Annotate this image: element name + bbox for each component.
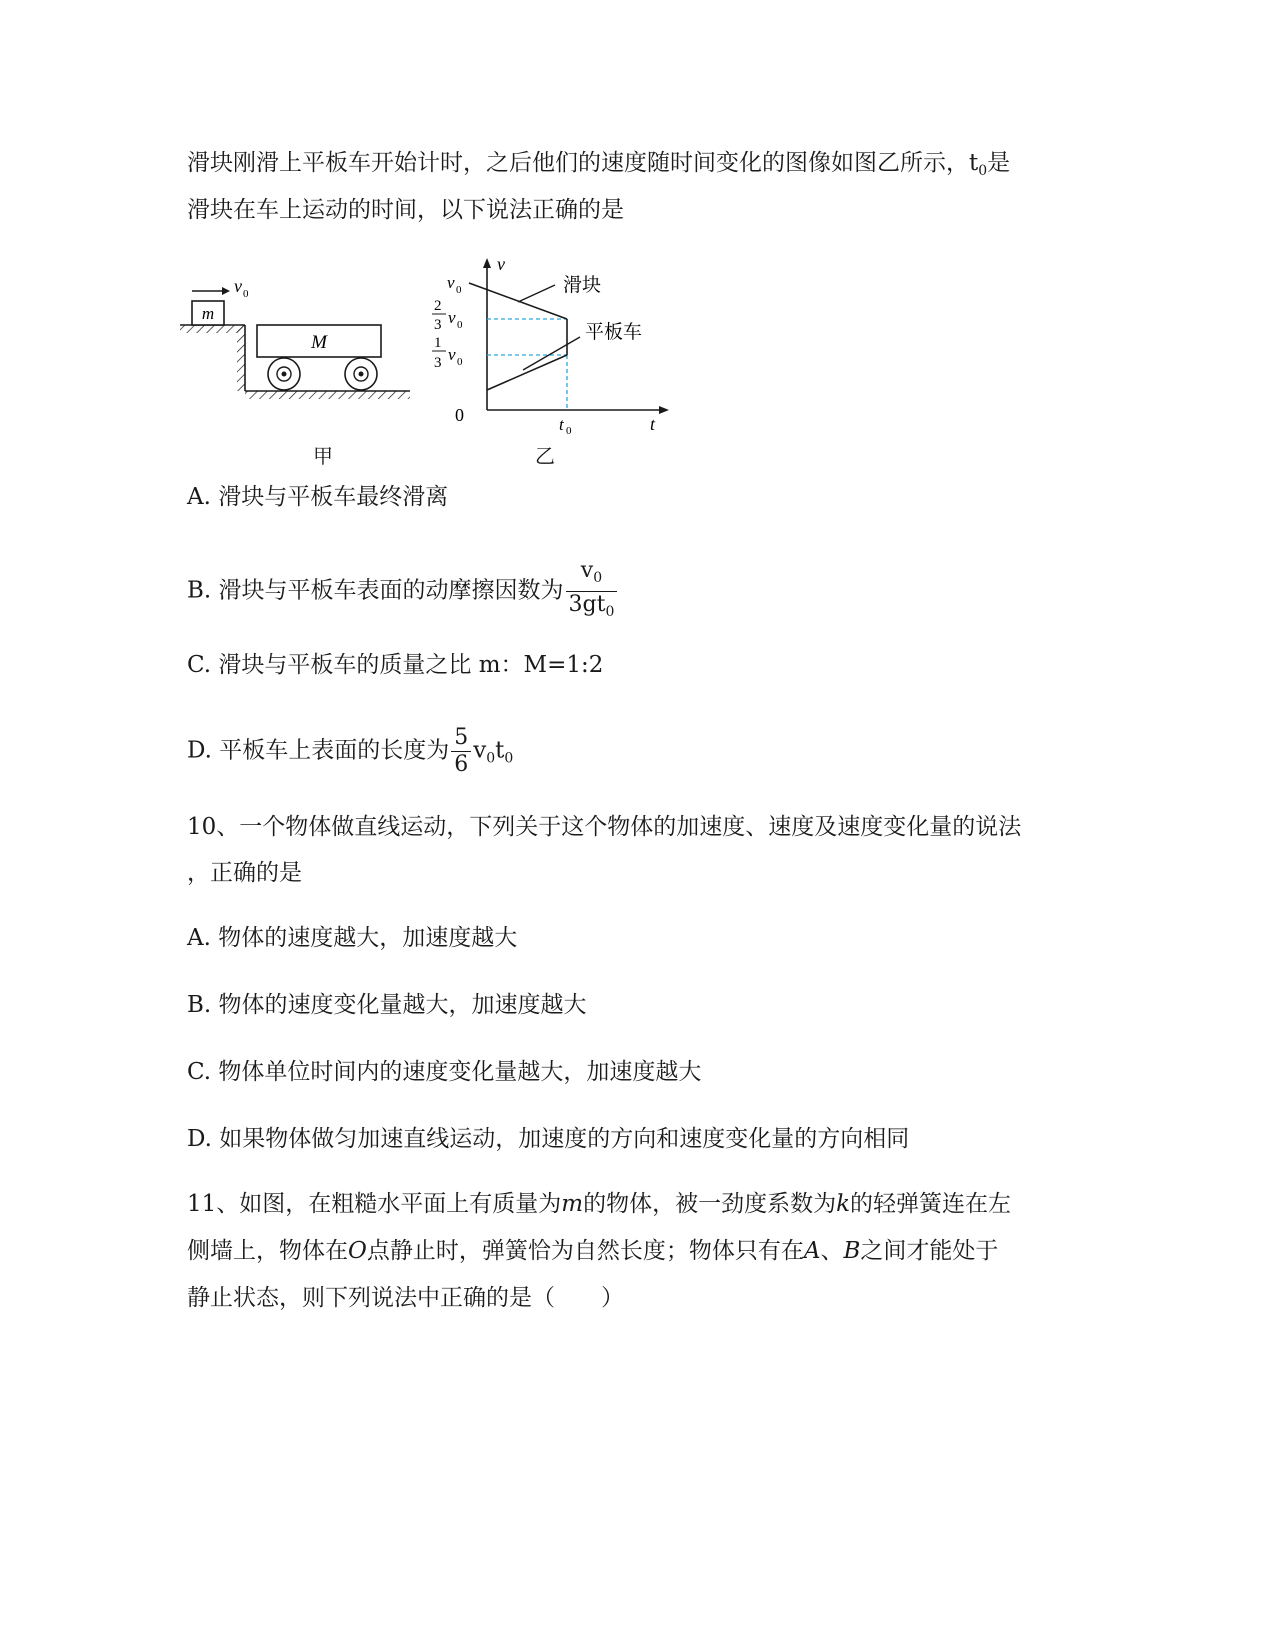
q11-text: 侧墙上，物体在: [187, 1238, 348, 1264]
slider-curve-label: 滑块: [563, 275, 602, 296]
q10-option-a[interactable]: A. 物体的速度越大，加速度越大: [187, 925, 518, 951]
slider-vt-line: [469, 283, 567, 319]
t0-tick-sub: 0: [566, 425, 572, 437]
q9-option-d-text: D. 平板车上表面的长度为: [187, 737, 450, 764]
one-third-num: 1: [434, 335, 442, 351]
v-sub: 0: [486, 750, 496, 767]
wall-hatch: [237, 325, 245, 391]
q9-stem-line1: [187, 148, 1010, 186]
q9-stem-text-b: 是: [987, 150, 1011, 176]
q10-stem-line2: ，正确的是: [187, 860, 302, 886]
fraction-numerator: $v_0$: [566, 558, 618, 592]
q9-stem-t: t: [969, 150, 979, 176]
t-axis-label: t: [650, 414, 656, 434]
cart-wheel-right: [345, 358, 377, 390]
point-B-symbol: B: [843, 1238, 861, 1264]
q9-stem-t-sub: 0: [978, 163, 988, 179]
q11-text: 11、如图，在粗糙水平面上有质量为: [187, 1191, 562, 1217]
one-third-den: 3: [434, 355, 442, 371]
t-sub: 0: [504, 750, 514, 767]
q11-text: 之间才能处于: [860, 1238, 999, 1264]
q10-option-b[interactable]: B. 物体的速度变化量越大，加速度越大: [187, 992, 587, 1018]
q9-option-b-fraction: [566, 558, 618, 625]
q9-option-c[interactable]: C. 滑块与平板车的质量之比 m：M=1:2: [187, 652, 604, 678]
figure-yi-label: 乙: [535, 444, 555, 468]
q9-option-d-fraction: [451, 725, 471, 778]
v-axis-arrow: [483, 258, 491, 268]
figure-yi-vt-graph: [434, 254, 680, 437]
q11-text: 、: [820, 1238, 844, 1264]
two-thirds-num: 2: [434, 298, 442, 314]
q11-text: 的物体，被一劲度系数为: [583, 1191, 837, 1217]
cart-wheel-left: [268, 358, 300, 390]
velocity-arrow-head: [222, 287, 230, 295]
fraction-denominator: 6: [454, 752, 469, 777]
mass-symbol: m: [561, 1191, 584, 1217]
fraction-denominator: $3gt_0$: [568, 592, 615, 620]
figure-jia-cart-diagram: [180, 270, 420, 420]
one-third-v-sub: 0: [457, 356, 463, 368]
t0-tick-label: t: [559, 415, 564, 434]
q11-stem-line1: [187, 1189, 1011, 1219]
slider-pointer: [518, 285, 555, 302]
ground-hatch: [245, 391, 410, 399]
q9-stem-line2: 滑块在车上运动的时间，以下说法正确的是: [187, 197, 624, 223]
cart-M-label: M: [311, 332, 327, 353]
block-m-label: m: [201, 304, 215, 323]
v-symbol: v: [473, 737, 487, 764]
q11-text: 的轻弹簧连在左: [850, 1191, 1012, 1217]
point-O-symbol: O: [348, 1238, 367, 1264]
q11-text: 点静止时，弹簧恰为自然长度；物体只有在: [366, 1238, 804, 1264]
point-A-symbol: A: [803, 1238, 821, 1264]
q9-stem-text-a: 滑块刚滑上平板车开始计时，之后他们的速度随时间变化的图像如图乙所示，: [187, 150, 969, 176]
q9-option-a[interactable]: A. 滑块与平板车最终滑离: [187, 484, 449, 510]
v-axis-label: v: [497, 254, 505, 274]
cart-pointer: [523, 337, 580, 370]
q9-option-d[interactable]: [187, 725, 513, 778]
t-axis-arrow: [659, 406, 669, 414]
one-third-v: v: [448, 345, 456, 364]
q10-option-c[interactable]: C. 物体单位时间内的速度变化量越大，加速度越大: [187, 1059, 702, 1085]
two-thirds-den: 3: [434, 317, 442, 333]
q11-stem-line3: 静止状态，则下列说法中正确的是（ ）: [187, 1285, 624, 1311]
v0-tick-label: v: [447, 273, 455, 292]
origin-label: 0: [455, 405, 464, 425]
v0-tick-sub: 0: [456, 284, 462, 296]
v0-label: v: [234, 276, 242, 296]
t-symbol: t: [495, 737, 505, 764]
q11-stem-line2: [187, 1236, 998, 1266]
spring-constant-symbol: k: [836, 1191, 851, 1217]
two-thirds-v: v: [448, 308, 456, 327]
fraction-numerator: 5: [451, 725, 471, 752]
q9-option-b[interactable]: [187, 558, 619, 625]
two-thirds-v-sub: 0: [457, 319, 463, 331]
q9-option-b-text: B. 滑块与平板车表面的动摩擦因数为: [187, 577, 564, 604]
cart-vt-line: [487, 355, 567, 390]
q10-option-d[interactable]: D. 如果物体做匀加速直线运动，加速度的方向和速度变化量的方向相同: [187, 1126, 910, 1152]
figure-jia-label: 甲: [313, 444, 333, 468]
cart-curve-label: 平板车: [585, 322, 643, 343]
v0-sub: 0: [243, 288, 249, 300]
ledge-hatch: [180, 325, 245, 333]
q10-stem-line1: 10、一个物体做直线运动，下列关于这个物体的加速度、速度及速度变化量的说法: [187, 814, 1022, 840]
